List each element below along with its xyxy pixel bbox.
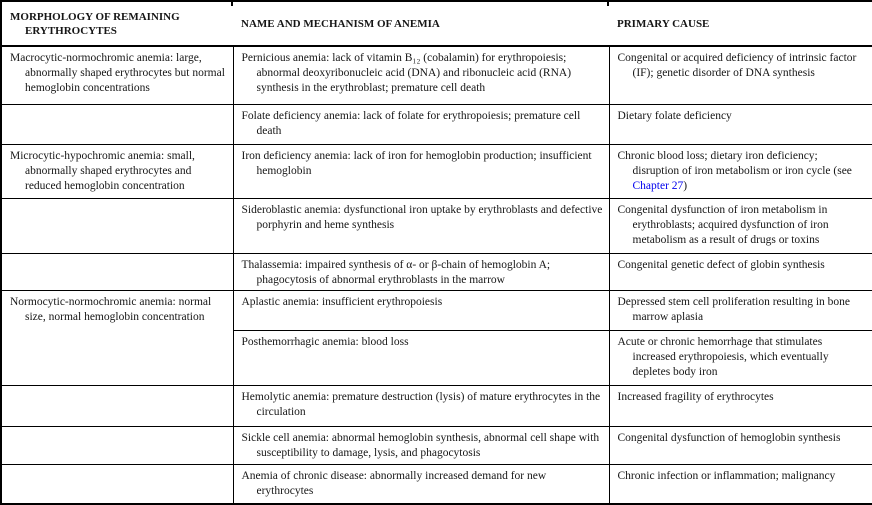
cell-name-mechanism: Posthemorrhagic anemia: blood loss: [233, 330, 609, 385]
header-row: [1, 1, 872, 46]
cell-primary-cause: Depressed stem cell proliferation resulting in bone marrow aplasia: [609, 290, 872, 330]
header-primary-cause: PRIMARY CAUSE: [609, 1, 872, 46]
cell-name-mechanism: Aplastic anemia: insufficient erythropoiesis: [233, 290, 609, 330]
table-row: [1, 426, 872, 464]
cell-name-mechanism: Anemia of chronic disease: abnormally increased demand for new erythrocytes: [233, 464, 609, 504]
table-row: [1, 104, 872, 144]
cell-morphology-empty: [1, 464, 233, 504]
table-row: [1, 46, 872, 104]
cell-name-mechanism: Pernicious anemia: lack of vitamin B₁₂ (cobalamin) for erythropoiesis; abnormal deoxyribonucleic acid (DNA) and ribonucleic acid (RNA) synthesis in the erythroblast; premature cell death: [233, 46, 609, 104]
cell-primary-cause: Congenital dysfunction of hemoglobin synthesis: [609, 426, 872, 464]
cell-primary-cause: Chronic infection or inflammation; malignancy: [609, 464, 872, 504]
cause-text-pre: Chronic blood loss; dietary iron deficiency; disruption of iron metabolism or iron cycle (see: [617, 149, 852, 177]
cell-name-mechanism: Hemolytic anemia: premature destruction (lysis) of mature erythrocytes in the circulation: [233, 385, 609, 426]
chapter-27-link[interactable]: Chapter 27: [632, 179, 684, 192]
cell-morphology-empty: [1, 426, 233, 464]
cell-primary-cause: Dietary folate deficiency: [609, 104, 872, 144]
cell-primary-cause: Increased fragility of erythrocytes: [609, 385, 872, 426]
header-column-divider-tick: [231, 0, 233, 6]
cell-primary-cause: Congenital or acquired deficiency of intrinsic factor (IF); genetic disorder of DNA synthesis: [609, 46, 872, 104]
table-row: [1, 198, 872, 253]
table-row: [1, 464, 872, 504]
table-row: [1, 144, 872, 198]
table-row: [1, 385, 872, 426]
cell-primary-cause: Acute or chronic hemorrhage that stimulates increased erythropoiesis, which eventually depletes body iron: [609, 330, 872, 385]
cell-primary-cause: Congenital genetic defect of globin synthesis: [609, 253, 872, 290]
cell-name-mechanism: Folate deficiency anemia: lack of folate for erythropoiesis; premature cell death: [233, 104, 609, 144]
cell-morphology-empty: [1, 385, 233, 426]
cell-name-mechanism: Thalassemia: impaired synthesis of α- or β-chain of hemoglobin A; phagocytosis of abnormal erythroblasts in the marrow: [233, 253, 609, 290]
cell-name-mechanism: Sickle cell anemia: abnormal hemoglobin synthesis, abnormal cell shape with susceptibility to damage, lysis, and phagocytosis: [233, 426, 609, 464]
cell-morphology: Normocytic-normochromic anemia: normal size, normal hemoglobin concentration: [1, 290, 233, 385]
header-morphology: MORPHOLOGY OF REMAINING ERYTHROCYTES: [1, 1, 233, 46]
cell-morphology: Microcytic-hypochromic anemia: small, abnormally shaped erythrocytes and reduced hemoglobin concentration: [1, 144, 233, 198]
cell-primary-cause: [609, 144, 872, 198]
table-row: [1, 290, 872, 330]
cell-morphology: Macrocytic-normochromic anemia: large, abnormally shaped erythrocytes but normal hemoglobin concentrations: [1, 46, 233, 104]
cell-morphology-empty: [1, 253, 233, 290]
cell-name-mechanism: Sideroblastic anemia: dysfunctional iron uptake by erythroblasts and defective porphyrin and heme synthesis: [233, 198, 609, 253]
cell-primary-cause: Congenital dysfunction of iron metabolism in erythroblasts; acquired dysfunction of iron metabolism as a result of drugs or toxins: [609, 198, 872, 253]
cell-morphology-empty: [1, 198, 233, 253]
cell-name-mechanism: Iron deficiency anemia: lack of iron for hemoglobin production; insufficient hemoglobin: [233, 144, 609, 198]
cell-morphology-empty: [1, 104, 233, 144]
header-name-mechanism: NAME AND MECHANISM OF ANEMIA: [233, 1, 609, 46]
header-column-divider-tick: [607, 0, 609, 6]
cause-text-post: ): [683, 179, 688, 192]
table-row: [1, 253, 872, 290]
